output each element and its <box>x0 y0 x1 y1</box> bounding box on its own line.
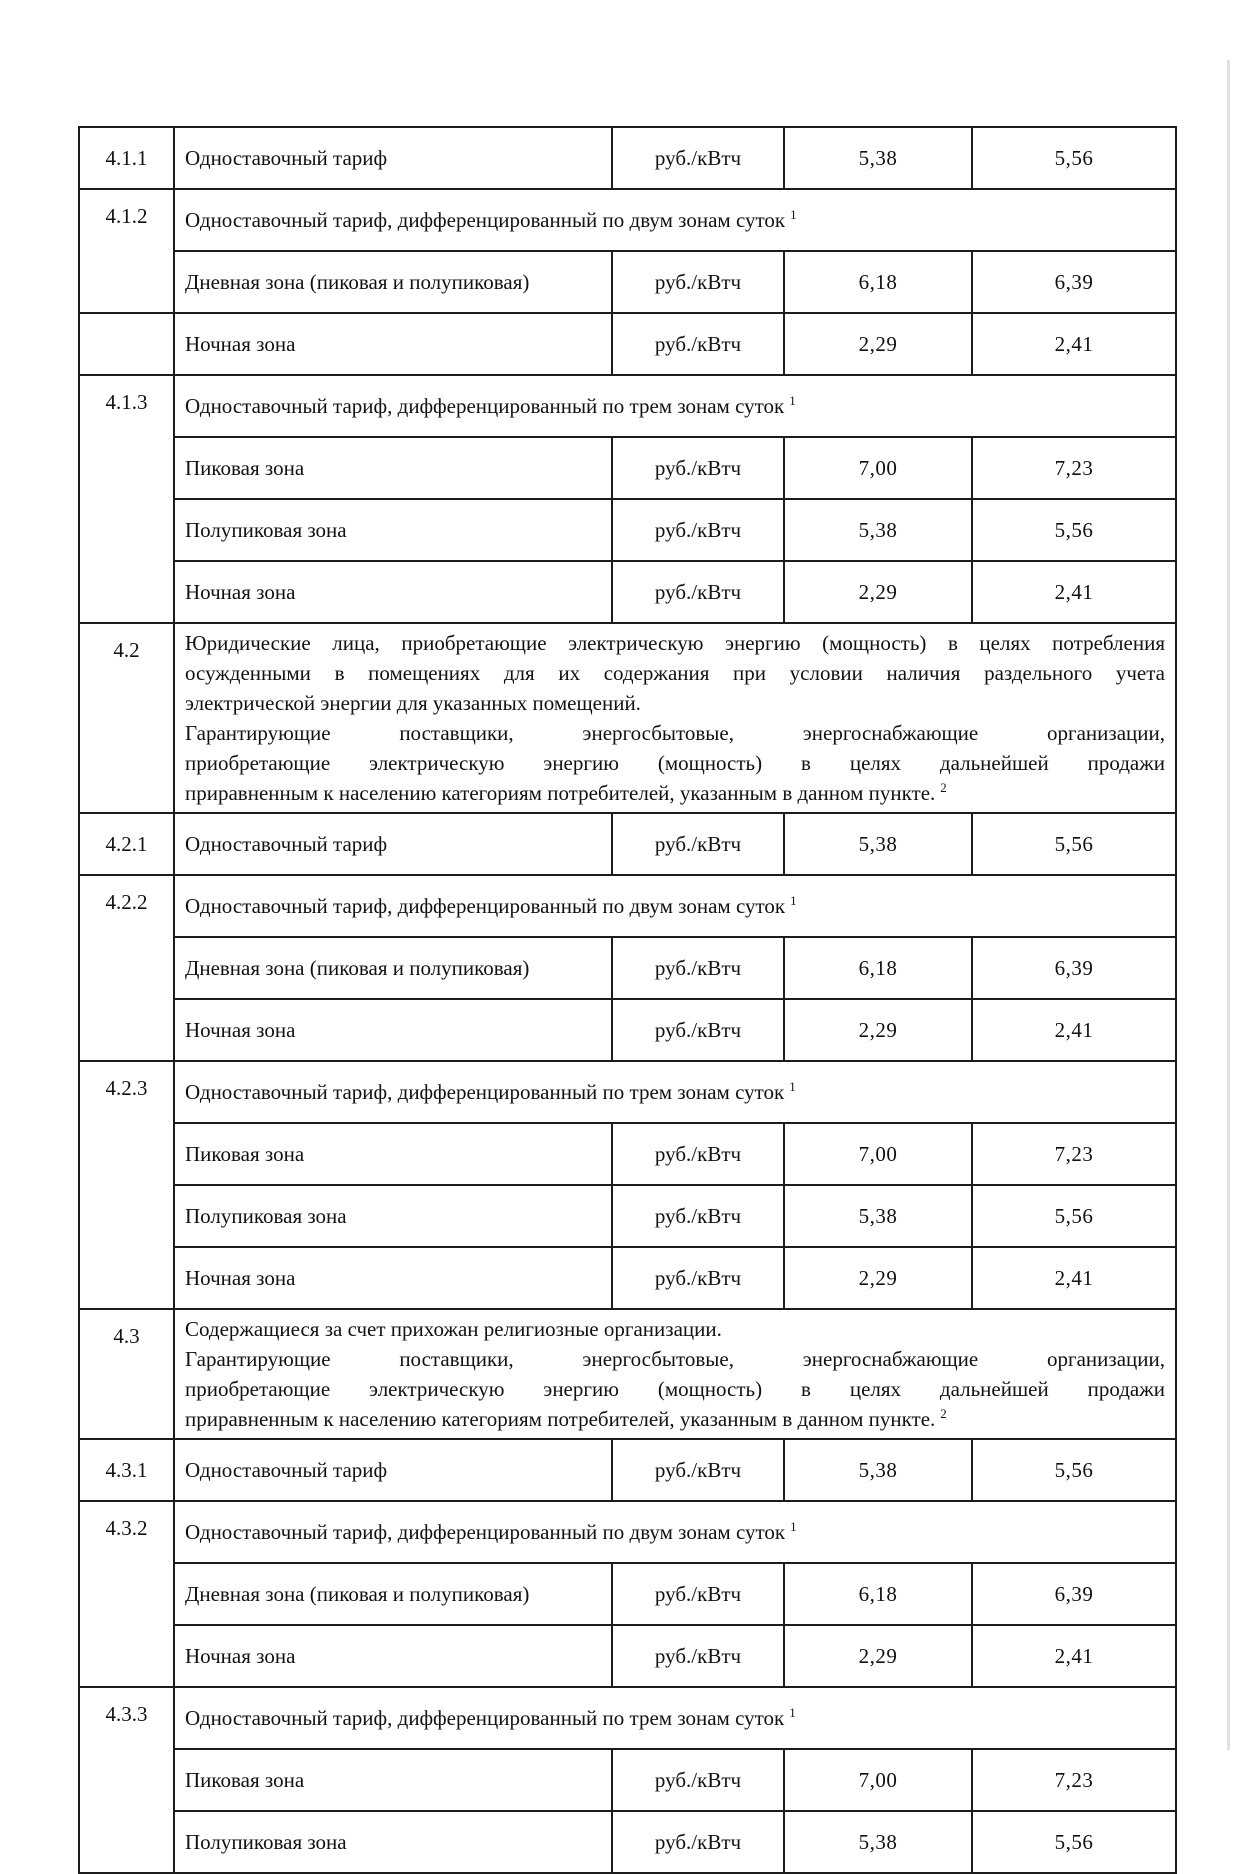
paragraph-line <box>185 778 1165 808</box>
unit-cell: руб./кВтч <box>612 1749 784 1811</box>
value-cell-first: 7,00 <box>784 1123 972 1185</box>
unit-cell: руб./кВтч <box>612 437 784 499</box>
footnote-ref: 1 <box>790 1518 797 1534</box>
value-cell-first: 5,38 <box>784 1811 972 1873</box>
tariff-name-cell: Одноставочный тариф <box>174 127 612 189</box>
paragraph-text: электрической энергии для указанных помещений. <box>185 691 641 715</box>
table-row-sub-6 <box>79 499 1176 561</box>
tariff-name-cell: Полупиковая зона <box>174 1811 612 1873</box>
value-cell-second: 5,56 <box>972 127 1176 189</box>
table-row-4.1.1 <box>79 127 1176 189</box>
value-cell-first: 5,38 <box>784 1185 972 1247</box>
paragraph-text: осужденными в помещениях для их содержания при условии наличия раздельного учета <box>185 661 1165 685</box>
value-cell-first: 5,38 <box>784 813 972 875</box>
table-row-4.1.2 <box>79 189 1176 251</box>
tariff-name-cell: Дневная зона (пиковая и полупиковая) <box>174 937 612 999</box>
paragraph-line <box>185 688 1165 718</box>
paragraph-line <box>185 628 1165 658</box>
value-cell-first: 2,29 <box>784 313 972 375</box>
footnote-ref: 2 <box>940 1406 947 1421</box>
row-number-cell: 4.3.2 <box>79 1501 174 1687</box>
tariff-name-cell: Ночная зона <box>174 561 612 623</box>
tariff-name-cell: Пиковая зона <box>174 1749 612 1811</box>
value-cell-first: 5,38 <box>784 499 972 561</box>
value-cell-second: 2,41 <box>972 313 1176 375</box>
row-number-cell: 4.3 <box>79 1309 174 1439</box>
row-number-cell: 4.2.2 <box>79 875 174 1061</box>
value-cell-first: 6,18 <box>784 937 972 999</box>
table-row-4.3 <box>79 1309 1176 1439</box>
footnote-ref: 1 <box>790 892 797 908</box>
row-number-cell: 4.3.1 <box>79 1439 174 1501</box>
value-cell-first: 2,29 <box>784 999 972 1061</box>
table-row-4.2.1 <box>79 813 1176 875</box>
group-header-cell <box>174 1501 1176 1563</box>
row-number-cell: 4.1.3 <box>79 375 174 623</box>
table-row-4.2.2 <box>79 875 1176 937</box>
table-row-sub-20 <box>79 1563 1176 1625</box>
value-cell-first: 2,29 <box>784 561 972 623</box>
group-header-cell <box>174 1687 1176 1749</box>
value-cell-second: 5,56 <box>972 813 1176 875</box>
value-cell-second: 2,41 <box>972 1625 1176 1687</box>
tariff-table <box>78 126 1177 1874</box>
value-cell-first: 5,38 <box>784 127 972 189</box>
group-header-label: Одноставочный тариф, дифференцированный по трем зонам суток <box>185 1705 785 1730</box>
table-row-sub-16 <box>79 1247 1176 1309</box>
paragraph-line <box>185 1344 1165 1374</box>
table-row-sub-14 <box>79 1123 1176 1185</box>
table-row-sub-24 <box>79 1811 1176 1873</box>
paragraph-text: Гарантирующие поставщики, энергосбытовые, энергоснабжающие организации, <box>185 721 1165 745</box>
table-row-4.3.2 <box>79 1501 1176 1563</box>
paragraph-text: Гарантирующие поставщики, энергосбытовые, энергоснабжающие организации, <box>185 1347 1165 1371</box>
value-cell-second: 5,56 <box>972 499 1176 561</box>
row-number-cell: 4.2.3 <box>79 1061 174 1309</box>
unit-cell: руб./кВтч <box>612 561 784 623</box>
unit-cell: руб./кВтч <box>612 1625 784 1687</box>
tariff-name-cell: Одноставочный тариф <box>174 813 612 875</box>
footnote-ref: 1 <box>789 1704 796 1720</box>
table-row-4.2.3 <box>79 1061 1176 1123</box>
value-cell-second: 7,23 <box>972 1123 1176 1185</box>
value-cell-second: 5,56 <box>972 1439 1176 1501</box>
table-row-sub-21 <box>79 1625 1176 1687</box>
tariff-name-cell: Ночная зона <box>174 1247 612 1309</box>
table-row-4.2 <box>79 623 1176 813</box>
group-header-cell <box>174 875 1176 937</box>
tariff-name-cell: Полупиковая зона <box>174 499 612 561</box>
group-header-label: Одноставочный тариф, дифференцированный по двум зонам суток <box>185 893 786 918</box>
value-cell-second: 6,39 <box>972 937 1176 999</box>
value-cell-first: 2,29 <box>784 1625 972 1687</box>
row-number-cell: 4.2 <box>79 623 174 813</box>
value-cell-second: 6,39 <box>972 251 1176 313</box>
tariff-name-cell: Полупиковая зона <box>174 1185 612 1247</box>
footnote-ref: 2 <box>940 780 947 795</box>
unit-cell: руб./кВтч <box>612 313 784 375</box>
tariff-name-cell: Одноставочный тариф <box>174 1439 612 1501</box>
group-header-label: Одноставочный тариф, дифференцированный по двум зонам суток <box>185 207 786 232</box>
value-cell-first: 7,00 <box>784 1749 972 1811</box>
table-row-sub-23 <box>79 1749 1176 1811</box>
group-header-label: Одноставочный тариф, дифференцированный по трем зонам суток <box>185 393 785 418</box>
value-cell-first: 7,00 <box>784 437 972 499</box>
table-row-sub-5 <box>79 437 1176 499</box>
value-cell-second: 5,56 <box>972 1185 1176 1247</box>
table-row-sub-2 <box>79 251 1176 313</box>
tariff-name-cell: Ночная зона <box>174 1625 612 1687</box>
paragraph-text: приравненным к населению категориям потребителей, указанным в данном пункте. <box>185 781 936 805</box>
paragraph-text: приобретающие электрическую энергию (мощность) в целях дальнейшей продажи <box>185 1377 1165 1401</box>
value-cell-first: 6,18 <box>784 251 972 313</box>
description-cell <box>174 1309 1176 1439</box>
paragraph-line <box>185 748 1165 778</box>
description-cell <box>174 623 1176 813</box>
row-number-cell: 4.3.3 <box>79 1687 174 1873</box>
row-number-cell-empty <box>79 313 174 375</box>
value-cell-first: 5,38 <box>784 1439 972 1501</box>
tariff-name-cell: Пиковая зона <box>174 1123 612 1185</box>
table-row-4.1.3 <box>79 375 1176 437</box>
group-header-label: Одноставочный тариф, дифференцированный по трем зонам суток <box>185 1079 785 1104</box>
row-number-cell: 4.1.1 <box>79 127 174 189</box>
footnote-ref: 1 <box>789 1078 796 1094</box>
value-cell-second: 5,56 <box>972 1811 1176 1873</box>
value-cell-second: 2,41 <box>972 999 1176 1061</box>
group-header-cell <box>174 375 1176 437</box>
paragraph-line <box>185 718 1165 748</box>
unit-cell: руб./кВтч <box>612 1247 784 1309</box>
paragraph-line <box>185 1404 1165 1434</box>
value-cell-second: 2,41 <box>972 1247 1176 1309</box>
paragraph-line <box>185 658 1165 688</box>
tariff-name-cell: Пиковая зона <box>174 437 612 499</box>
table-row-4.3.1 <box>79 1439 1176 1501</box>
unit-cell: руб./кВтч <box>612 937 784 999</box>
unit-cell: руб./кВтч <box>612 1563 784 1625</box>
footnote-ref: 1 <box>790 206 797 222</box>
row-number-cell: 4.1.2 <box>79 189 174 313</box>
row-number-cell: 4.2.1 <box>79 813 174 875</box>
tariff-name-cell: Дневная зона (пиковая и полупиковая) <box>174 251 612 313</box>
paragraph-line <box>185 1374 1165 1404</box>
tariff-name-cell: Ночная зона <box>174 313 612 375</box>
value-cell-second: 2,41 <box>972 561 1176 623</box>
paragraph-text: Юридические лица, приобретающие электрическую энергию (мощность) в целях потребления <box>185 631 1165 655</box>
group-header-label: Одноставочный тариф, дифференцированный по двум зонам суток <box>185 1519 786 1544</box>
table-row-sub-15 <box>79 1185 1176 1247</box>
unit-cell: руб./кВтч <box>612 813 784 875</box>
table-row-sub-3 <box>79 313 1176 375</box>
paragraph-line <box>185 1314 1165 1344</box>
group-header-cell <box>174 1061 1176 1123</box>
table-row-sub-7 <box>79 561 1176 623</box>
tariff-name-cell: Ночная зона <box>174 999 612 1061</box>
table-row-sub-11 <box>79 937 1176 999</box>
value-cell-second: 7,23 <box>972 437 1176 499</box>
value-cell-second: 6,39 <box>972 1563 1176 1625</box>
group-header-cell <box>174 189 1176 251</box>
footnote-ref: 1 <box>789 392 796 408</box>
table-row-4.3.3 <box>79 1687 1176 1749</box>
tariff-name-cell: Дневная зона (пиковая и полупиковая) <box>174 1563 612 1625</box>
unit-cell: руб./кВтч <box>612 1123 784 1185</box>
paragraph-text: Содержащиеся за счет прихожан религиозные организации. <box>185 1317 722 1341</box>
unit-cell: руб./кВтч <box>612 1185 784 1247</box>
unit-cell: руб./кВтч <box>612 127 784 189</box>
table-row-sub-12 <box>79 999 1176 1061</box>
unit-cell: руб./кВтч <box>612 1439 784 1501</box>
scan-edge-artifact <box>1227 60 1230 1750</box>
value-cell-first: 6,18 <box>784 1563 972 1625</box>
paragraph-text: приравненным к населению категориям потребителей, указанным в данном пункте. <box>185 1407 936 1431</box>
paragraph-text: приобретающие электрическую энергию (мощность) в целях дальнейшей продажи <box>185 751 1165 775</box>
unit-cell: руб./кВтч <box>612 1811 784 1873</box>
unit-cell: руб./кВтч <box>612 499 784 561</box>
unit-cell: руб./кВтч <box>612 251 784 313</box>
unit-cell: руб./кВтч <box>612 999 784 1061</box>
value-cell-second: 7,23 <box>972 1749 1176 1811</box>
value-cell-first: 2,29 <box>784 1247 972 1309</box>
